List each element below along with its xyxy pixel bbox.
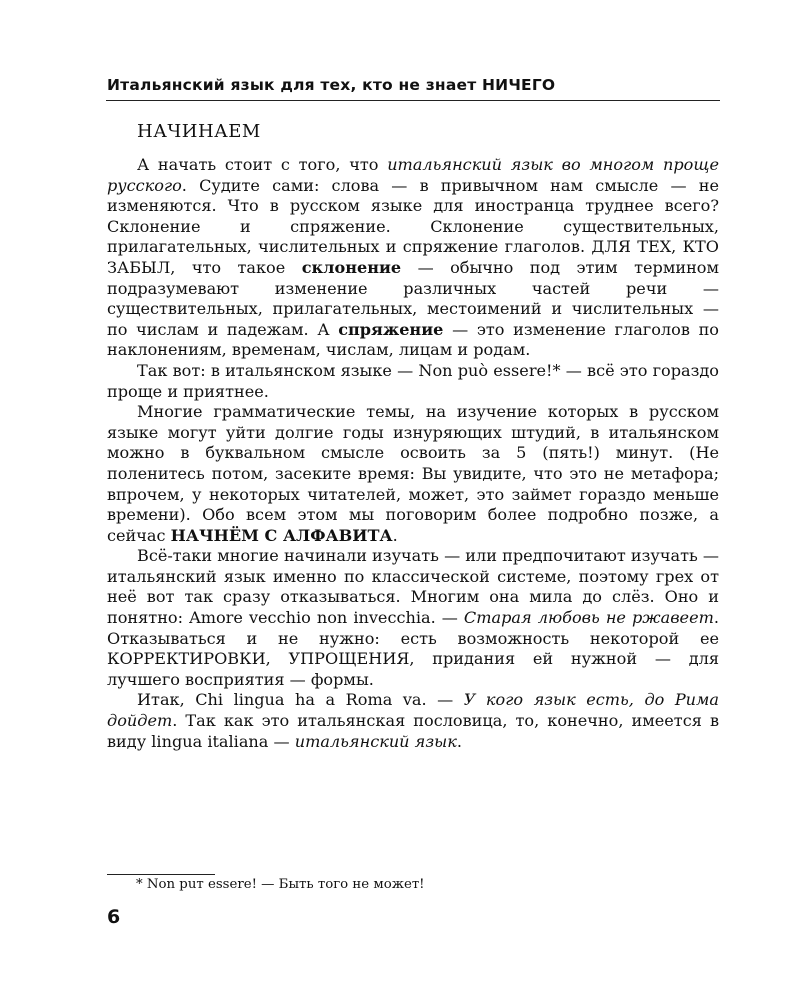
body-text bbox=[107, 155, 719, 752]
italic-phrase: итальянский язык bbox=[294, 731, 457, 751]
italic-phrase: Старая любовь не ржавеет bbox=[463, 608, 714, 628]
page-number: 6 bbox=[107, 906, 121, 928]
paragraph-3: Многие грамматические темы, на изучение которых в русском языке могут уйти долгие годы изнуряющих штудий, в итальянском можно в буквальном смысле освоить за 5 (пять!) минут. (Не поленитесь потом, засеките время: Вы увидите, что это не метафора; впрочем, у некоторых читателей, может, это займет гораздо меньше времени). Обо всем этом мы поговорим более подробно позже, а сейчас НАЧНЁМ С АЛФАВИТА. bbox=[107, 402, 719, 545]
paragraph-5: Итак, Chi lingua ha a Roma va. — У кого язык есть, до Рима дойдет. Так как это итальянская пословица, то, конечно, имеется в виду lingua italiana — итальянский язык. bbox=[107, 690, 719, 751]
footnote-divider bbox=[107, 874, 215, 875]
footnote: * Non puт essere! — Быть того не может! bbox=[136, 877, 425, 892]
italic-phrase: У кого язык есть, до Рима дойдет bbox=[107, 690, 719, 731]
bold-phrase: НАЧНЁМ С АЛФАВИТА bbox=[170, 525, 393, 545]
paragraph-2: Так вот: в итальянском языке — Non può essere!* — всё это гораздо проще и приятнее. bbox=[107, 360, 719, 401]
term-conjugation: спряжение bbox=[338, 319, 444, 339]
italic-phrase: итальянский язык во многом проще русского bbox=[107, 155, 719, 195]
term-declension: склонение bbox=[301, 257, 402, 277]
running-header: Итальянский язык для тех, кто не знает НИЧЕГО bbox=[107, 76, 556, 94]
header-divider bbox=[106, 100, 720, 101]
paragraph-4: Всё-таки многие начинали изучать — или предпочитают изучать — итальянский язык именно по классической системе, поэтому грех от неё вот так сразу отказываться. Многим она мила до слёз. Оно и понятно: Amore vecchio non invecchia. — Старая любовь не ржавеет. Отказываться и не нужно: есть возможность некоторой ее КОРРЕКТИРОВКИ, УПРОЩЕНИЯ, придания ей нужной — для лучшего восприятия — формы. bbox=[107, 546, 719, 689]
section-title: НАЧИНАЕМ bbox=[137, 121, 261, 142]
paragraph-1: А начать стоит с того, что итальянский язык во многом проще русского. Судите сами: слова — в привычном нам смысле — не изменяются. Что в русском языке для иностранца труднее всего? Склонение и спряжение. Склонение существительных, прилагательных, числительных и спряжение глаголов. ДЛЯ ТЕХ, КТО ЗАБЫЛ, что такое склонение — обычно под этим термином подразумевают изменение различных частей речи — существительных, прилагательных, местоимений и числительных — по числам и падежам. А спряжение — это изменение глаголов по наклонениям, временам, числам, лицам и родам. bbox=[107, 155, 719, 360]
